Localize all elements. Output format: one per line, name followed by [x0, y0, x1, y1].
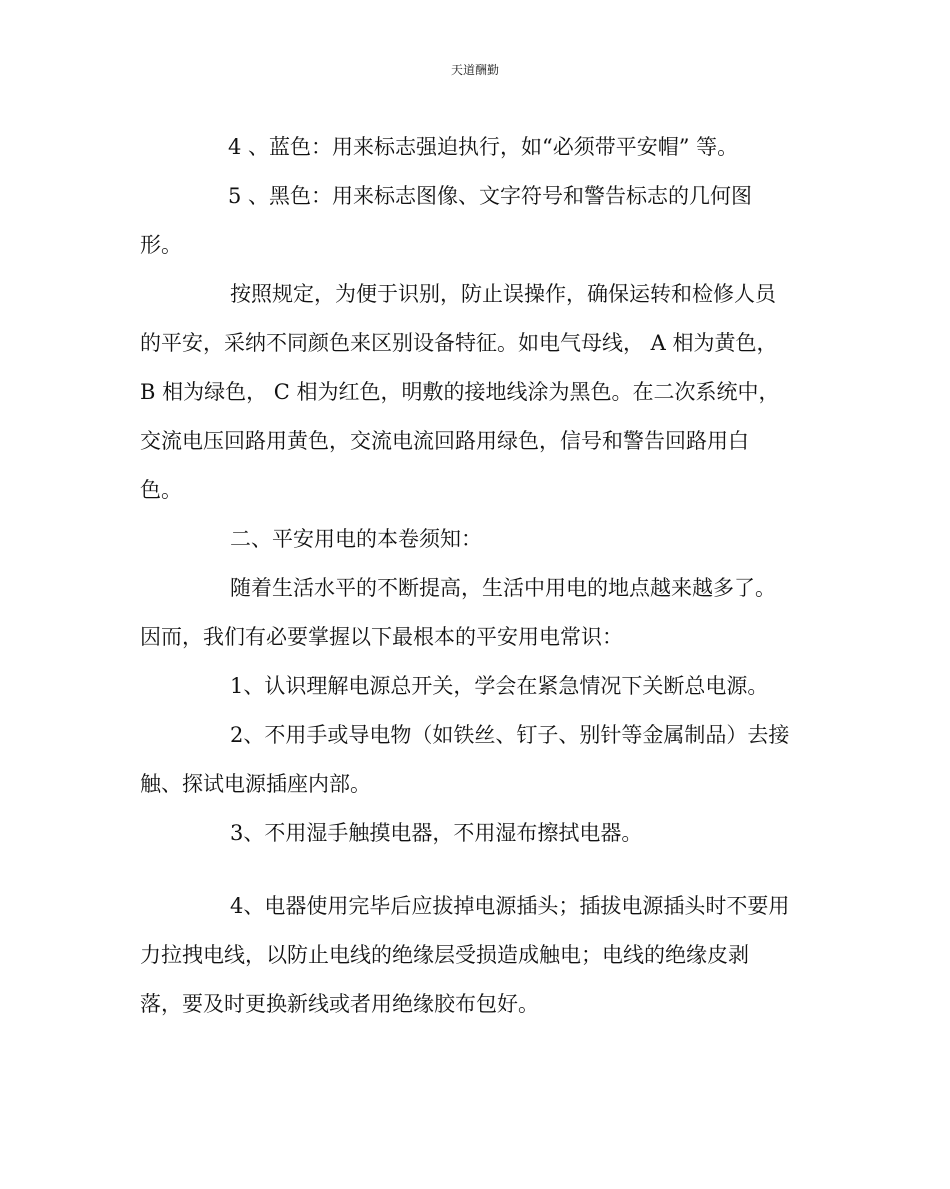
paragraph-line: B 相为绿色， C 相为红色，明敷的接地线涂为黑色。在二次系统中， — [140, 380, 780, 404]
list-item-1 — [140, 662, 808, 711]
paragraph-line: 1、认识理解电源总开关，学会在紧急情况下关断总电源。 — [230, 674, 769, 698]
paragraph-line: 2、不用手或导电物（如铁丝、钉子、别针等金属制品）去接 — [230, 723, 790, 747]
section-heading — [140, 515, 808, 564]
list-item-3 — [140, 809, 808, 858]
section-title: 二、平安用电的本卷须知： — [230, 527, 482, 551]
page-header: 天道酬勤 — [450, 63, 499, 77]
paragraph-line: 交流电压回路用黄色，交流电流回路用绿色，信号和警告回路用白 — [140, 429, 749, 453]
document-body — [140, 123, 808, 1029]
list-item-2 — [140, 711, 808, 809]
paragraph-spacer — [140, 858, 808, 882]
paragraph-intro — [140, 564, 808, 662]
paragraph-line: 4、电器使用完毕后应拔掉电源插头；插拔电源插头时不要用 — [230, 894, 790, 918]
paragraph-line: 落，要及时更换新线或者用绝缘胶布包好。 — [140, 992, 539, 1016]
paragraph-line: 力拉拽电线，以防止电线的绝缘层受损造成触电；电线的绝缘皮剥 — [140, 943, 749, 967]
paragraph-line: 的平安，采纳不同颜色来区别设备特征。如电气母线， A 相为黄色， — [140, 331, 778, 355]
paragraph-line: 5 、黑色：用来标志图像、文字符号和警告标志的几何图 — [228, 184, 753, 208]
paragraph-line: 按照规定，为便于识别，防止误操作，确保运转和检修人员 — [230, 282, 776, 306]
paragraph-line: 4 、蓝色：用来标志强迫执行，如“必须带平安帽” 等。 — [228, 135, 739, 159]
paragraph-black — [140, 172, 808, 270]
paragraph-line: 3、不用湿手触摸电器，不用湿布擦拭电器。 — [230, 821, 643, 845]
paragraph-line: 形。 — [140, 233, 182, 257]
paragraph-line: 随着生活水平的不断提高，生活中用电的地点越来越多了。 — [230, 576, 776, 600]
paragraph-line: 因而，我们有必要掌握以下最根本的平安用电常识： — [140, 625, 623, 649]
paragraph-line: 触、探试电源插座内部。 — [140, 772, 371, 796]
list-item-4 — [140, 882, 808, 1029]
paragraph-color-rules — [140, 270, 808, 515]
paragraph-blue — [140, 123, 808, 172]
paragraph-line: 色。 — [140, 478, 182, 502]
